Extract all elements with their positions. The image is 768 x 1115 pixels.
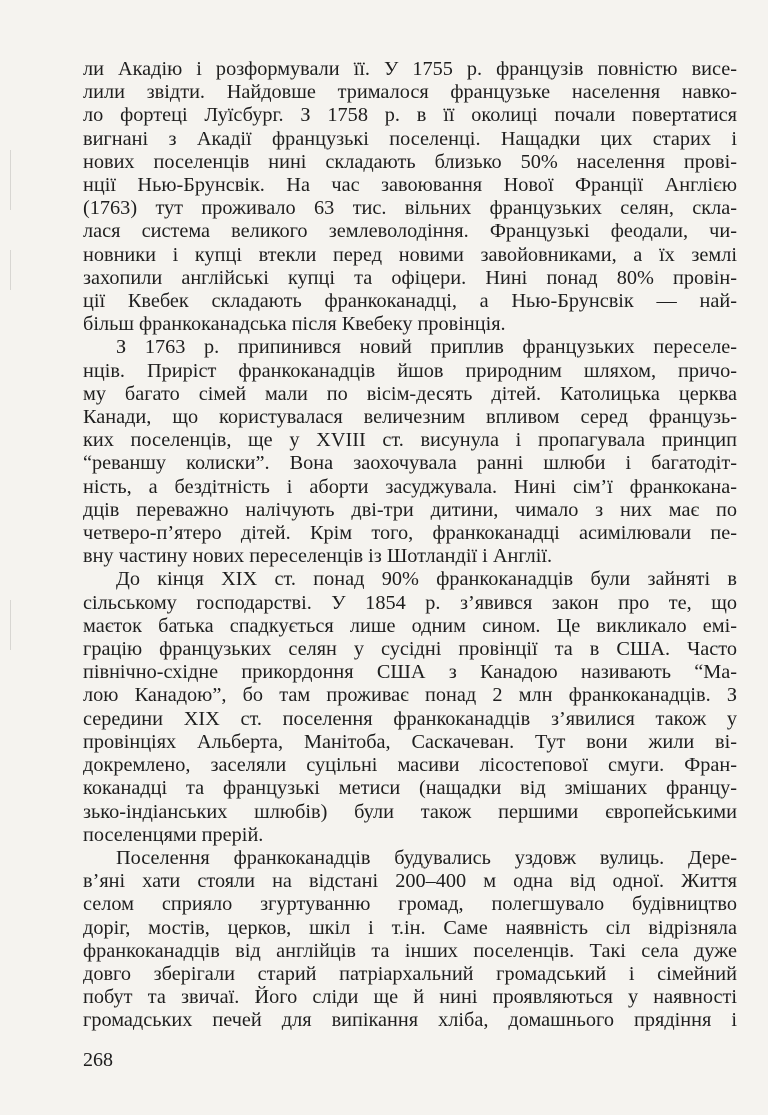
left-margin-shadow [10, 250, 11, 290]
text-line: нців. Приріст франкоканадців йшов природним шляхом, причо- [83, 359, 737, 382]
text-line: ції Квебек складають франкоканадці, а Нью-Брунсвік — най- [83, 290, 737, 313]
body-text [83, 58, 737, 1033]
text-line: коканадці та французькі метиси (нащадки від змішаних францу- [83, 777, 737, 800]
text-line: селом сприяло згуртуванню громад, полегшувало будівництво [83, 893, 737, 916]
text-line: вигнані з Акадії французькі поселенці. Нащадки цих старих і [83, 127, 737, 150]
text-line: докремлено, заселяли суцільні масиви лісостепової смуги. Фран- [83, 754, 737, 777]
text-line: грацію французьких селян у сусідні провінції та в США. Часто [83, 638, 737, 661]
text-line: четверо-п’ятеро дітей. Крім того, франкоканадці асимілювали пе- [83, 522, 737, 545]
paragraph-2 [83, 336, 737, 568]
text-line: Канади, що користувалася величезним впливом серед французь- [83, 406, 737, 429]
text-line: поселенцями прерій. [83, 823, 264, 846]
text-line: лою Канадою”, бо там проживає понад 2 млн франкоканадців. З [83, 684, 737, 707]
text-line: франкоканадців від англійців та інших поселенців. Такі села дуже [83, 939, 737, 962]
text-line: ких поселенців, ще у XVIII ст. висунула і пропагувала принцип [83, 429, 737, 452]
text-line: лася система великого землеволодіння. Французькі феодали, чи- [83, 220, 737, 243]
text-line: нції Нью-Брунсвік. На час завоювання Нової Франції Англією [83, 174, 737, 197]
text-line: доріг, мостів, церков, шкіл і т.ін. Саме наявність сіл відрізняла [83, 916, 737, 939]
text-line: До кінця XIX ст. понад 90% франкоканадців були зайняті в [116, 568, 737, 591]
text-line: вну частину нових переселенців із Шотландії і Англії. [83, 545, 553, 568]
text-line: дців переважно налічують дві-три дитини, чимало з них має по [83, 498, 737, 521]
paragraph-3 [83, 568, 737, 846]
text-line: зько-індіанських шлюбів) були також першими європейськими [83, 800, 737, 823]
left-margin-shadow [10, 150, 11, 210]
text-line: сільському господарстві. У 1854 р. з’явився закон про те, що [83, 591, 737, 614]
text-line: З 1763 р. припинився новий приплив французьких переселе- [116, 336, 737, 359]
text-line: більш франкоканадська після Квебеку провінція. [83, 313, 506, 336]
text-line: побут та звичаї. Його сліди ще й нині проявляються у наявності [83, 986, 737, 1009]
paragraph-1 [83, 58, 737, 336]
text-line: “реваншу колиски”. Вона заохочувала ранні шлюби і багатодіт- [83, 452, 737, 475]
paragraph-4 [83, 847, 737, 1033]
text-line: ли Акадію і розформували її. У 1755 р. французів повністю висе- [83, 58, 737, 80]
text-line: му багато сімей мали по вісім-десять дітей. Католицька церква [83, 382, 737, 405]
text-line: північно-східне прикордоння США з Канадою називають “Ма- [83, 661, 737, 684]
text-line: Поселення франкоканадців будувались уздовж вулиць. Дере- [116, 846, 737, 869]
page-number: 268 [83, 1049, 113, 1071]
text-line: середини XIX ст. поселення франкоканадців з’явилися також у [83, 707, 737, 730]
text-line: довго зберігали старий патріархальний громадський і сімейний [83, 962, 737, 985]
text-line: новники і купці втекли перед новими завойовниками, а їх землі [83, 243, 737, 266]
left-margin-shadow [10, 600, 11, 650]
text-line: ло фортеці Луїсбург. З 1758 р. в її околиці почали повертатися [83, 104, 737, 127]
text-line: ність, а бездітність і аборти засуджувала. Нині сім’ї франкокана- [83, 475, 737, 498]
text-line: лили звідти. Найдовше трималося французьке населення навко- [83, 81, 737, 104]
text-line: громадських печей для випікання хліба, домашнього прядіння і [83, 1009, 737, 1032]
text-line: захопили англійські купці та офіцери. Нині понад 80% провін- [83, 266, 737, 289]
text-line: (1763) тут проживало 63 тис. вільних французьких селян, скла- [83, 197, 737, 220]
text-line: маєток батька спадкується лише одним сином. Це викликало емі- [83, 614, 737, 637]
text-line: в’яні хати стояли на відстані 200–400 м одна від одної. Життя [83, 870, 737, 893]
text-line: провінціях Альберта, Манітоба, Саскачеван. Тут вони жили ві- [83, 730, 737, 753]
text-line: нових поселенців нині складають близько 50% населення прові- [83, 150, 737, 173]
